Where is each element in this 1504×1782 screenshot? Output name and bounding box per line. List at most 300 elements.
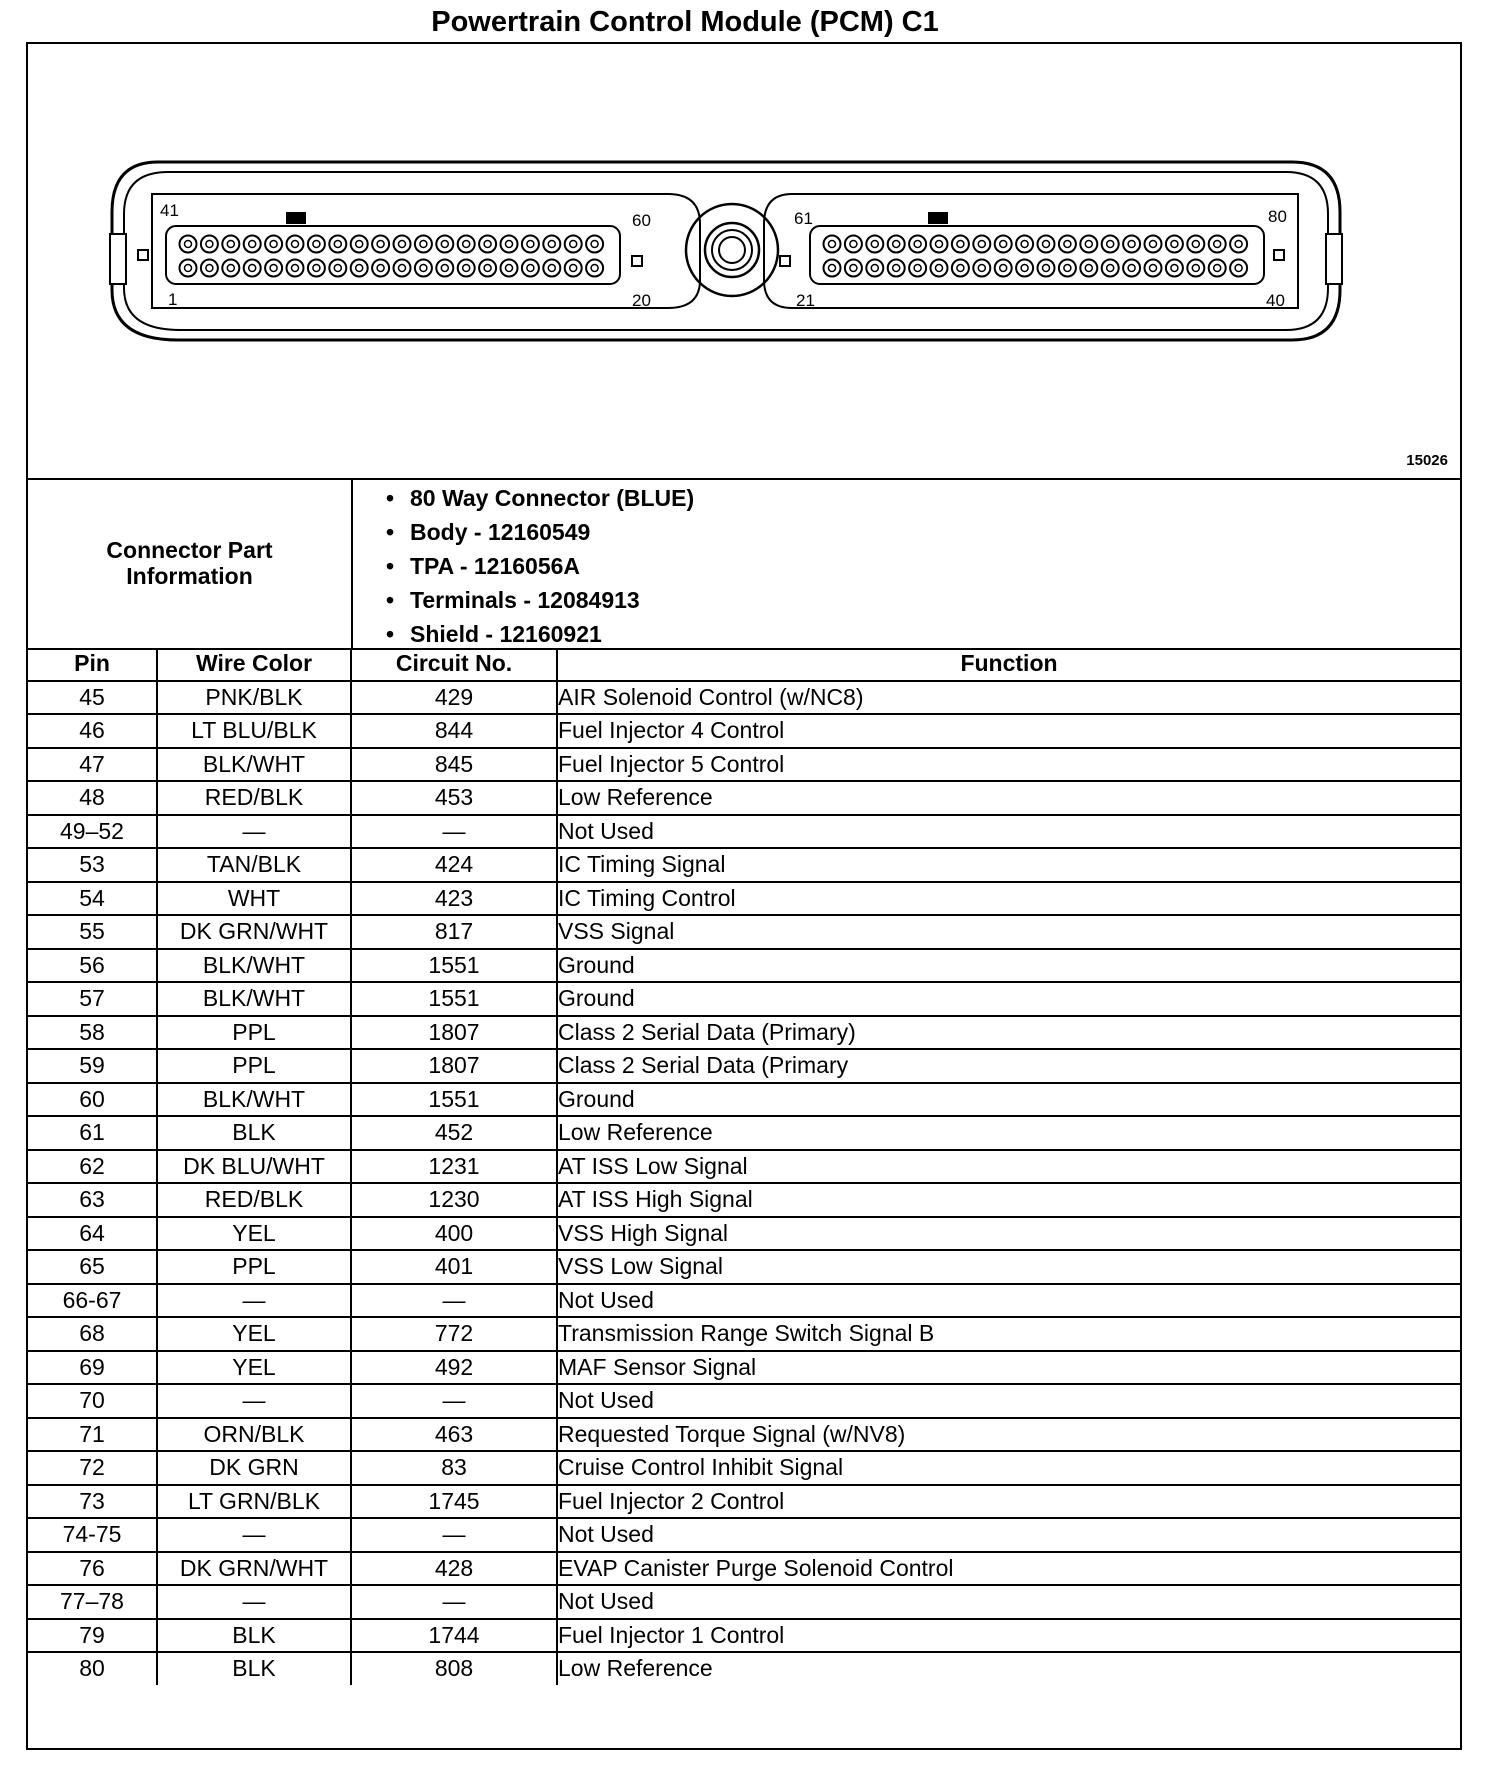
- pin-cell: 63: [28, 1183, 157, 1217]
- pin-socket: [415, 260, 432, 277]
- circuit-cell: 772: [351, 1317, 557, 1351]
- circuit-cell: 1231: [351, 1150, 557, 1184]
- pin-cell: 70: [28, 1384, 157, 1418]
- pin-socket: [501, 236, 518, 253]
- pin-socket: [180, 260, 197, 277]
- pin-socket-center: [548, 241, 555, 248]
- circuit-cell: 400: [351, 1217, 557, 1251]
- figure-reference-number: 15026: [1406, 452, 1448, 469]
- pin-socket: [1145, 260, 1162, 277]
- pin-socket: [522, 260, 539, 277]
- pin-table: [28, 648, 1460, 1685]
- pin-socket-center: [1235, 241, 1242, 248]
- pin-socket: [308, 236, 325, 253]
- table-row: [28, 714, 1460, 748]
- pin-socket-center: [334, 265, 341, 272]
- wire-color-cell: BLK/WHT: [157, 949, 351, 983]
- pin-cell: 61: [28, 1116, 157, 1150]
- pin-socket-center: [377, 241, 384, 248]
- pin-socket-center: [1107, 241, 1114, 248]
- pin-socket: [866, 260, 883, 277]
- pin-socket-center: [506, 265, 513, 272]
- pin-socket: [394, 236, 411, 253]
- pin-socket: [436, 260, 453, 277]
- pin-socket-center: [463, 241, 470, 248]
- pin-socket-center: [185, 241, 192, 248]
- circuit-cell: 1745: [351, 1485, 557, 1519]
- circuit-cell: 424: [351, 848, 557, 882]
- pin-socket: [436, 236, 453, 253]
- circuit-cell: 1551: [351, 949, 557, 983]
- pin-socket-center: [914, 265, 921, 272]
- pin-socket-center: [591, 241, 598, 248]
- circuit-cell: 817: [351, 915, 557, 949]
- pin-socket: [931, 260, 948, 277]
- pin-cell: 55: [28, 915, 157, 949]
- wire-color-cell: WHT: [157, 882, 351, 916]
- table-row: [28, 1351, 1460, 1385]
- pin-socket-center: [1128, 241, 1135, 248]
- pin-cell: 77–78: [28, 1585, 157, 1619]
- pin-socket: [372, 236, 389, 253]
- pin-socket: [565, 236, 582, 253]
- pin-socket: [351, 260, 368, 277]
- pin-socket-center: [1085, 241, 1092, 248]
- circuit-cell: 1744: [351, 1619, 557, 1653]
- function-cell: Cruise Control Inhibit Signal: [557, 1451, 1460, 1485]
- pin-socket-center: [893, 265, 900, 272]
- wire-color-cell: YEL: [157, 1317, 351, 1351]
- pin-label-1: 1: [168, 290, 178, 309]
- pin-socket-center: [1064, 265, 1071, 272]
- pin-label-40: 40: [1266, 291, 1285, 310]
- pin-socket: [952, 260, 969, 277]
- circuit-cell: 845: [351, 748, 557, 782]
- wire-color-cell: DK BLU/WHT: [157, 1150, 351, 1184]
- wire-color-cell: BLK: [157, 1619, 351, 1653]
- function-cell: Low Reference: [557, 1116, 1460, 1150]
- pin-label-60: 60: [632, 211, 651, 230]
- pin-socket: [1038, 260, 1055, 277]
- wire-color-cell: DK GRN/WHT: [157, 1552, 351, 1586]
- pin-socket-center: [206, 265, 213, 272]
- circuit-cell: —: [351, 1384, 557, 1418]
- function-cell: Ground: [557, 1083, 1460, 1117]
- pin-socket-center: [292, 241, 299, 248]
- table-row: [28, 1451, 1460, 1485]
- wire-color-cell: PPL: [157, 1250, 351, 1284]
- pin-socket-center: [1235, 265, 1242, 272]
- pin-label-41: 41: [160, 201, 179, 220]
- pin-cell: 48: [28, 781, 157, 815]
- pin-socket-center: [484, 265, 491, 272]
- pin-socket: [351, 236, 368, 253]
- pin-socket: [265, 236, 282, 253]
- function-cell: Requested Torque Signal (w/NV8): [557, 1418, 1460, 1452]
- pin-socket: [1102, 260, 1119, 277]
- circuit-cell: 429: [351, 681, 557, 715]
- circuit-cell: 83: [351, 1451, 557, 1485]
- header-pin: Pin: [28, 648, 157, 681]
- pin-socket-center: [829, 241, 836, 248]
- pin-socket: [1166, 260, 1183, 277]
- pin-socket-center: [936, 241, 943, 248]
- part-info-item: • Terminals - 12084913: [386, 583, 694, 617]
- pin-socket-center: [893, 241, 900, 248]
- circuit-cell: 1807: [351, 1016, 557, 1050]
- function-cell: Fuel Injector 4 Control: [557, 714, 1460, 748]
- function-cell: Class 2 Serial Data (Primary): [557, 1016, 1460, 1050]
- pin-socket-center: [850, 241, 857, 248]
- pin-socket-center: [1150, 241, 1157, 248]
- pin-socket-center: [506, 241, 513, 248]
- pin-socket-center: [313, 265, 320, 272]
- pin-cell: 45: [28, 681, 157, 715]
- pin-socket-center: [420, 241, 427, 248]
- function-cell: AT ISS High Signal: [557, 1183, 1460, 1217]
- pin-cell: 72: [28, 1451, 157, 1485]
- pin-socket-center: [1192, 265, 1199, 272]
- pin-socket: [222, 236, 239, 253]
- pin-socket: [244, 260, 261, 277]
- table-row: [28, 1418, 1460, 1452]
- pin-socket-center: [957, 241, 964, 248]
- pin-socket-center: [1214, 241, 1221, 248]
- pin-socket-center: [1107, 265, 1114, 272]
- table-row: [28, 1150, 1460, 1184]
- wire-color-cell: LT GRN/BLK: [157, 1485, 351, 1519]
- pin-socket: [1102, 236, 1119, 253]
- pin-socket-center: [420, 265, 427, 272]
- pin-socket: [995, 260, 1012, 277]
- table-row: [28, 781, 1460, 815]
- table-row: [28, 882, 1460, 916]
- pin-socket-center: [978, 241, 985, 248]
- pin-label-61: 61: [794, 209, 813, 228]
- part-info-list: [386, 481, 694, 651]
- pin-cell: 74-75: [28, 1518, 157, 1552]
- pin-socket-center: [1021, 241, 1028, 248]
- table-row: [28, 1049, 1460, 1083]
- function-cell: Not Used: [557, 1585, 1460, 1619]
- pin-socket-center: [957, 265, 964, 272]
- pin-socket-center: [1150, 265, 1157, 272]
- wire-color-cell: —: [157, 1518, 351, 1552]
- wire-color-cell: —: [157, 1284, 351, 1318]
- circuit-cell: 1551: [351, 982, 557, 1016]
- pin-socket-center: [185, 265, 192, 272]
- pin-socket-center: [936, 265, 943, 272]
- pin-socket: [329, 236, 346, 253]
- pin-socket-center: [850, 265, 857, 272]
- function-cell: Fuel Injector 1 Control: [557, 1619, 1460, 1653]
- pin-cell: 62: [28, 1150, 157, 1184]
- wire-color-cell: DK GRN: [157, 1451, 351, 1485]
- wire-color-cell: PNK/BLK: [157, 681, 351, 715]
- circuit-cell: 423: [351, 882, 557, 916]
- pin-socket: [287, 260, 304, 277]
- function-cell: Not Used: [557, 815, 1460, 849]
- pin-socket: [222, 260, 239, 277]
- pin-cell: 66-67: [28, 1284, 157, 1318]
- pin-socket: [1080, 260, 1097, 277]
- header-circuit-no: Circuit No.: [351, 648, 557, 681]
- pin-socket-center: [441, 265, 448, 272]
- pin-socket-center: [1128, 265, 1135, 272]
- pin-socket-center: [463, 265, 470, 272]
- pin-socket-center: [334, 241, 341, 248]
- function-cell: AIR Solenoid Control (w/NC8): [557, 681, 1460, 715]
- table-row: [28, 1518, 1460, 1552]
- pin-socket-center: [356, 265, 363, 272]
- circuit-cell: 1551: [351, 1083, 557, 1117]
- function-cell: Ground: [557, 949, 1460, 983]
- pin-cell: 64: [28, 1217, 157, 1251]
- pin-socket: [824, 260, 841, 277]
- wire-color-cell: PPL: [157, 1049, 351, 1083]
- pin-label-80: 80: [1268, 207, 1287, 226]
- function-cell: Transmission Range Switch Signal B: [557, 1317, 1460, 1351]
- table-row: [28, 1116, 1460, 1150]
- pin-socket: [909, 236, 926, 253]
- pin-cell: 76: [28, 1552, 157, 1586]
- pin-socket-center: [249, 241, 256, 248]
- table-row: [28, 1619, 1460, 1653]
- wire-color-cell: RED/BLK: [157, 1183, 351, 1217]
- function-cell: MAF Sensor Signal: [557, 1351, 1460, 1385]
- connector-diagram: [28, 44, 1460, 480]
- function-cell: Low Reference: [557, 1652, 1460, 1685]
- pin-socket: [1123, 236, 1140, 253]
- pin-cell: 68: [28, 1317, 157, 1351]
- circuit-cell: 428: [351, 1552, 557, 1586]
- pin-cell: 60: [28, 1083, 157, 1117]
- function-cell: VSS Low Signal: [557, 1250, 1460, 1284]
- pin-socket-center: [1085, 265, 1092, 272]
- wire-color-cell: YEL: [157, 1217, 351, 1251]
- table-row: [28, 1485, 1460, 1519]
- pin-socket-center: [1171, 241, 1178, 248]
- table-row: [28, 915, 1460, 949]
- pin-socket-center: [227, 241, 234, 248]
- wire-color-cell: —: [157, 815, 351, 849]
- pin-socket-center: [871, 241, 878, 248]
- pin-socket-center: [1064, 241, 1071, 248]
- circuit-cell: 808: [351, 1652, 557, 1685]
- circuit-cell: —: [351, 1518, 557, 1552]
- pin-socket-center: [206, 241, 213, 248]
- pin-socket: [372, 260, 389, 277]
- pin-socket: [180, 236, 197, 253]
- pin-socket-center: [1000, 265, 1007, 272]
- pin-cell: 65: [28, 1250, 157, 1284]
- pin-socket-center: [292, 265, 299, 272]
- pin-socket: [1209, 236, 1226, 253]
- pin-socket-center: [829, 265, 836, 272]
- pin-socket: [1016, 236, 1033, 253]
- part-info-item: • Body - 12160549: [386, 515, 694, 549]
- function-cell: IC Timing Signal: [557, 848, 1460, 882]
- pin-cell: 54: [28, 882, 157, 916]
- function-cell: Fuel Injector 2 Control: [557, 1485, 1460, 1519]
- pin-socket: [1187, 260, 1204, 277]
- pin-cell: 79: [28, 1619, 157, 1653]
- pin-socket: [1059, 260, 1076, 277]
- function-cell: Not Used: [557, 1384, 1460, 1418]
- wire-color-cell: ORN/BLK: [157, 1418, 351, 1452]
- pin-socket: [1209, 260, 1226, 277]
- wire-color-cell: LT BLU/BLK: [157, 714, 351, 748]
- table-row: [28, 681, 1460, 715]
- connector-drawing: [28, 44, 1460, 476]
- pin-socket: [845, 236, 862, 253]
- pin-socket: [973, 260, 990, 277]
- pin-cell: 53: [28, 848, 157, 882]
- function-cell: Not Used: [557, 1284, 1460, 1318]
- table-row: [28, 1552, 1460, 1586]
- wire-color-cell: RED/BLK: [157, 781, 351, 815]
- pin-socket: [1187, 236, 1204, 253]
- wire-color-cell: —: [157, 1585, 351, 1619]
- pin-socket-center: [914, 241, 921, 248]
- pin-socket: [952, 236, 969, 253]
- function-cell: Low Reference: [557, 781, 1460, 815]
- header-function: Function: [557, 648, 1460, 681]
- circuit-cell: 453: [351, 781, 557, 815]
- pin-socket: [479, 260, 496, 277]
- function-cell: AT ISS Low Signal: [557, 1150, 1460, 1184]
- header-wire-color: Wire Color: [157, 648, 351, 681]
- pin-socket: [522, 236, 539, 253]
- pin-socket: [244, 236, 261, 253]
- pin-socket-center: [227, 265, 234, 272]
- pin-socket: [458, 236, 475, 253]
- pin-socket: [501, 260, 518, 277]
- pin-cell: 56: [28, 949, 157, 983]
- pin-socket: [888, 236, 905, 253]
- function-cell: IC Timing Control: [557, 882, 1460, 916]
- wire-color-cell: BLK: [157, 1116, 351, 1150]
- table-row: [28, 1250, 1460, 1284]
- table-row: [28, 1217, 1460, 1251]
- pin-socket-center: [441, 241, 448, 248]
- pin-socket: [845, 260, 862, 277]
- wire-color-cell: BLK/WHT: [157, 748, 351, 782]
- pin-cell: 59: [28, 1049, 157, 1083]
- pin-socket-center: [270, 241, 277, 248]
- part-info-label-text: Connector Part Information: [106, 537, 273, 589]
- table-row: [28, 1183, 1460, 1217]
- pin-socket-center: [527, 241, 534, 248]
- circuit-cell: 401: [351, 1250, 557, 1284]
- pin-socket: [1230, 236, 1247, 253]
- pin-socket-center: [249, 265, 256, 272]
- pin-socket: [394, 260, 411, 277]
- wire-color-cell: BLK: [157, 1652, 351, 1685]
- pin-socket-center: [399, 265, 406, 272]
- wire-color-cell: TAN/BLK: [157, 848, 351, 882]
- wire-color-cell: DK GRN/WHT: [157, 915, 351, 949]
- table-row: [28, 815, 1460, 849]
- wire-color-cell: YEL: [157, 1351, 351, 1385]
- pin-socket: [1166, 236, 1183, 253]
- pin-label-20: 20: [632, 291, 651, 310]
- pin-socket: [543, 236, 560, 253]
- pin-socket: [201, 260, 218, 277]
- pin-socket: [265, 260, 282, 277]
- wire-color-cell: —: [157, 1384, 351, 1418]
- pin-socket-center: [527, 265, 534, 272]
- pin-socket: [1230, 260, 1247, 277]
- circuit-cell: 452: [351, 1116, 557, 1150]
- pin-socket-center: [1214, 265, 1221, 272]
- page-title: Powertrain Control Module (PCM) C1: [431, 6, 939, 38]
- connector-part-info: [28, 478, 1460, 650]
- pin-socket: [565, 260, 582, 277]
- pin-socket: [1016, 260, 1033, 277]
- table-row: [28, 848, 1460, 882]
- pin-cell: 58: [28, 1016, 157, 1050]
- pin-socket: [1080, 236, 1097, 253]
- table-row: [28, 1384, 1460, 1418]
- pin-cell: 69: [28, 1351, 157, 1385]
- pin-socket-center: [399, 241, 406, 248]
- pin-socket-center: [871, 265, 878, 272]
- pin-socket-center: [377, 265, 384, 272]
- circuit-cell: 492: [351, 1351, 557, 1385]
- function-cell: Class 2 Serial Data (Primary: [557, 1049, 1460, 1083]
- pin-cell: 46: [28, 714, 157, 748]
- pin-socket: [931, 236, 948, 253]
- function-cell: VSS Signal: [557, 915, 1460, 949]
- function-cell: Not Used: [557, 1518, 1460, 1552]
- pin-socket: [866, 236, 883, 253]
- pin-socket-center: [270, 265, 277, 272]
- wire-color-cell: PPL: [157, 1016, 351, 1050]
- table-row: [28, 1284, 1460, 1318]
- table-row: [28, 1317, 1460, 1351]
- table-row: [28, 949, 1460, 983]
- pin-socket-center: [591, 265, 598, 272]
- circuit-cell: 844: [351, 714, 557, 748]
- pin-socket-center: [1192, 241, 1199, 248]
- pin-socket-center: [356, 241, 363, 248]
- pin-socket-center: [570, 241, 577, 248]
- circuit-cell: —: [351, 815, 557, 849]
- pin-socket: [329, 260, 346, 277]
- pin-socket: [1059, 236, 1076, 253]
- table-row: [28, 1652, 1460, 1685]
- pin-socket: [287, 236, 304, 253]
- pin-socket-center: [1171, 265, 1178, 272]
- circuit-cell: —: [351, 1284, 557, 1318]
- pin-socket-center: [1021, 265, 1028, 272]
- pin-socket: [308, 260, 325, 277]
- wire-color-cell: BLK/WHT: [157, 1083, 351, 1117]
- pin-socket-center: [484, 241, 491, 248]
- function-cell: Fuel Injector 5 Control: [557, 748, 1460, 782]
- pin-cell: 80: [28, 1652, 157, 1685]
- pin-socket: [415, 236, 432, 253]
- pin-label-21: 21: [796, 291, 815, 310]
- pin-cell: 47: [28, 748, 157, 782]
- pin-socket: [824, 236, 841, 253]
- table-row: [28, 1083, 1460, 1117]
- circuit-cell: —: [351, 1585, 557, 1619]
- pin-socket-center: [1043, 241, 1050, 248]
- pin-socket-center: [548, 265, 555, 272]
- pin-socket-center: [1000, 241, 1007, 248]
